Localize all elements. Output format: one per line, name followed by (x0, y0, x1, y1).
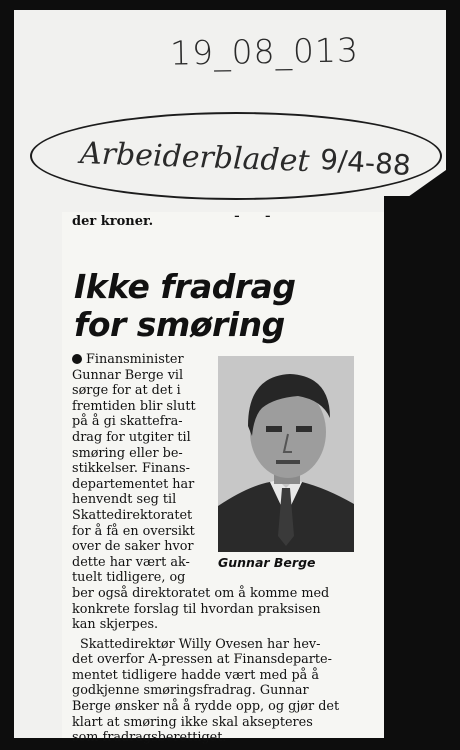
text-line: sørge for at det i (72, 383, 181, 399)
text-line: henvendt seg til (72, 492, 177, 508)
headline (74, 268, 384, 344)
text-line: for å få en oversikt (72, 523, 195, 539)
text-line: smøring eller be- (72, 445, 183, 461)
column-text (72, 352, 214, 586)
full-width-text (72, 586, 366, 633)
photo-caption: Gunnar Berge (218, 555, 316, 570)
text-line: klart at smøring ikke skal aksepteres (72, 714, 313, 730)
text-line: Berge ønsker nå å rydde opp, og gjør det (72, 699, 340, 715)
article-body (72, 352, 372, 746)
text-line: Skattedirektør Willy Ovesen har hev- (80, 636, 321, 652)
text-line: på å gi skattefra- (72, 414, 183, 430)
text-line: kan skjerpes. (72, 617, 159, 633)
text-line: fremtiden blir slutt (72, 398, 196, 414)
date-handwriting: 9/4-88 (318, 142, 412, 183)
text-line: Finansminister (72, 352, 214, 368)
text-line: Gunnar Berge vil (72, 367, 184, 383)
headline-line-2: for smøring (74, 305, 285, 344)
text-line: konkrete forslag til hvordan praksisen (72, 601, 321, 617)
text-line: stikkelser. Finans- (72, 461, 190, 477)
backdrop-right (384, 196, 446, 738)
text-line: ber også direktoratet om å komme med (72, 585, 330, 601)
text-line: som fradragsberettiget. (72, 730, 227, 746)
text-line: tuelt tidligere, og (72, 570, 186, 586)
text-line: mentet tidligere hadde vært med på å (72, 667, 319, 683)
archive-number: 19_08_013 (169, 30, 360, 73)
text-line: over de saker hvor (72, 539, 194, 555)
separator-dashes: - - (234, 206, 281, 225)
source-handwriting: Arbeiderbladet (79, 136, 311, 179)
text-line: godkjenne smøringsfradrag. Gunnar (72, 683, 309, 699)
text-line: dette har vært ak- (72, 554, 190, 570)
text-line: drag for utgiter til (72, 429, 191, 445)
headline-line-1: Ikke fradrag (74, 267, 296, 306)
bullet-icon (72, 354, 82, 364)
text-line: Skattedirektoratet (72, 507, 193, 523)
previous-article-line: der kroner. (72, 214, 154, 229)
text-line: departementet har (72, 476, 195, 492)
paragraph-two (72, 637, 366, 746)
text-line: det overfor A-pressen at Finansdeparte- (72, 652, 332, 668)
